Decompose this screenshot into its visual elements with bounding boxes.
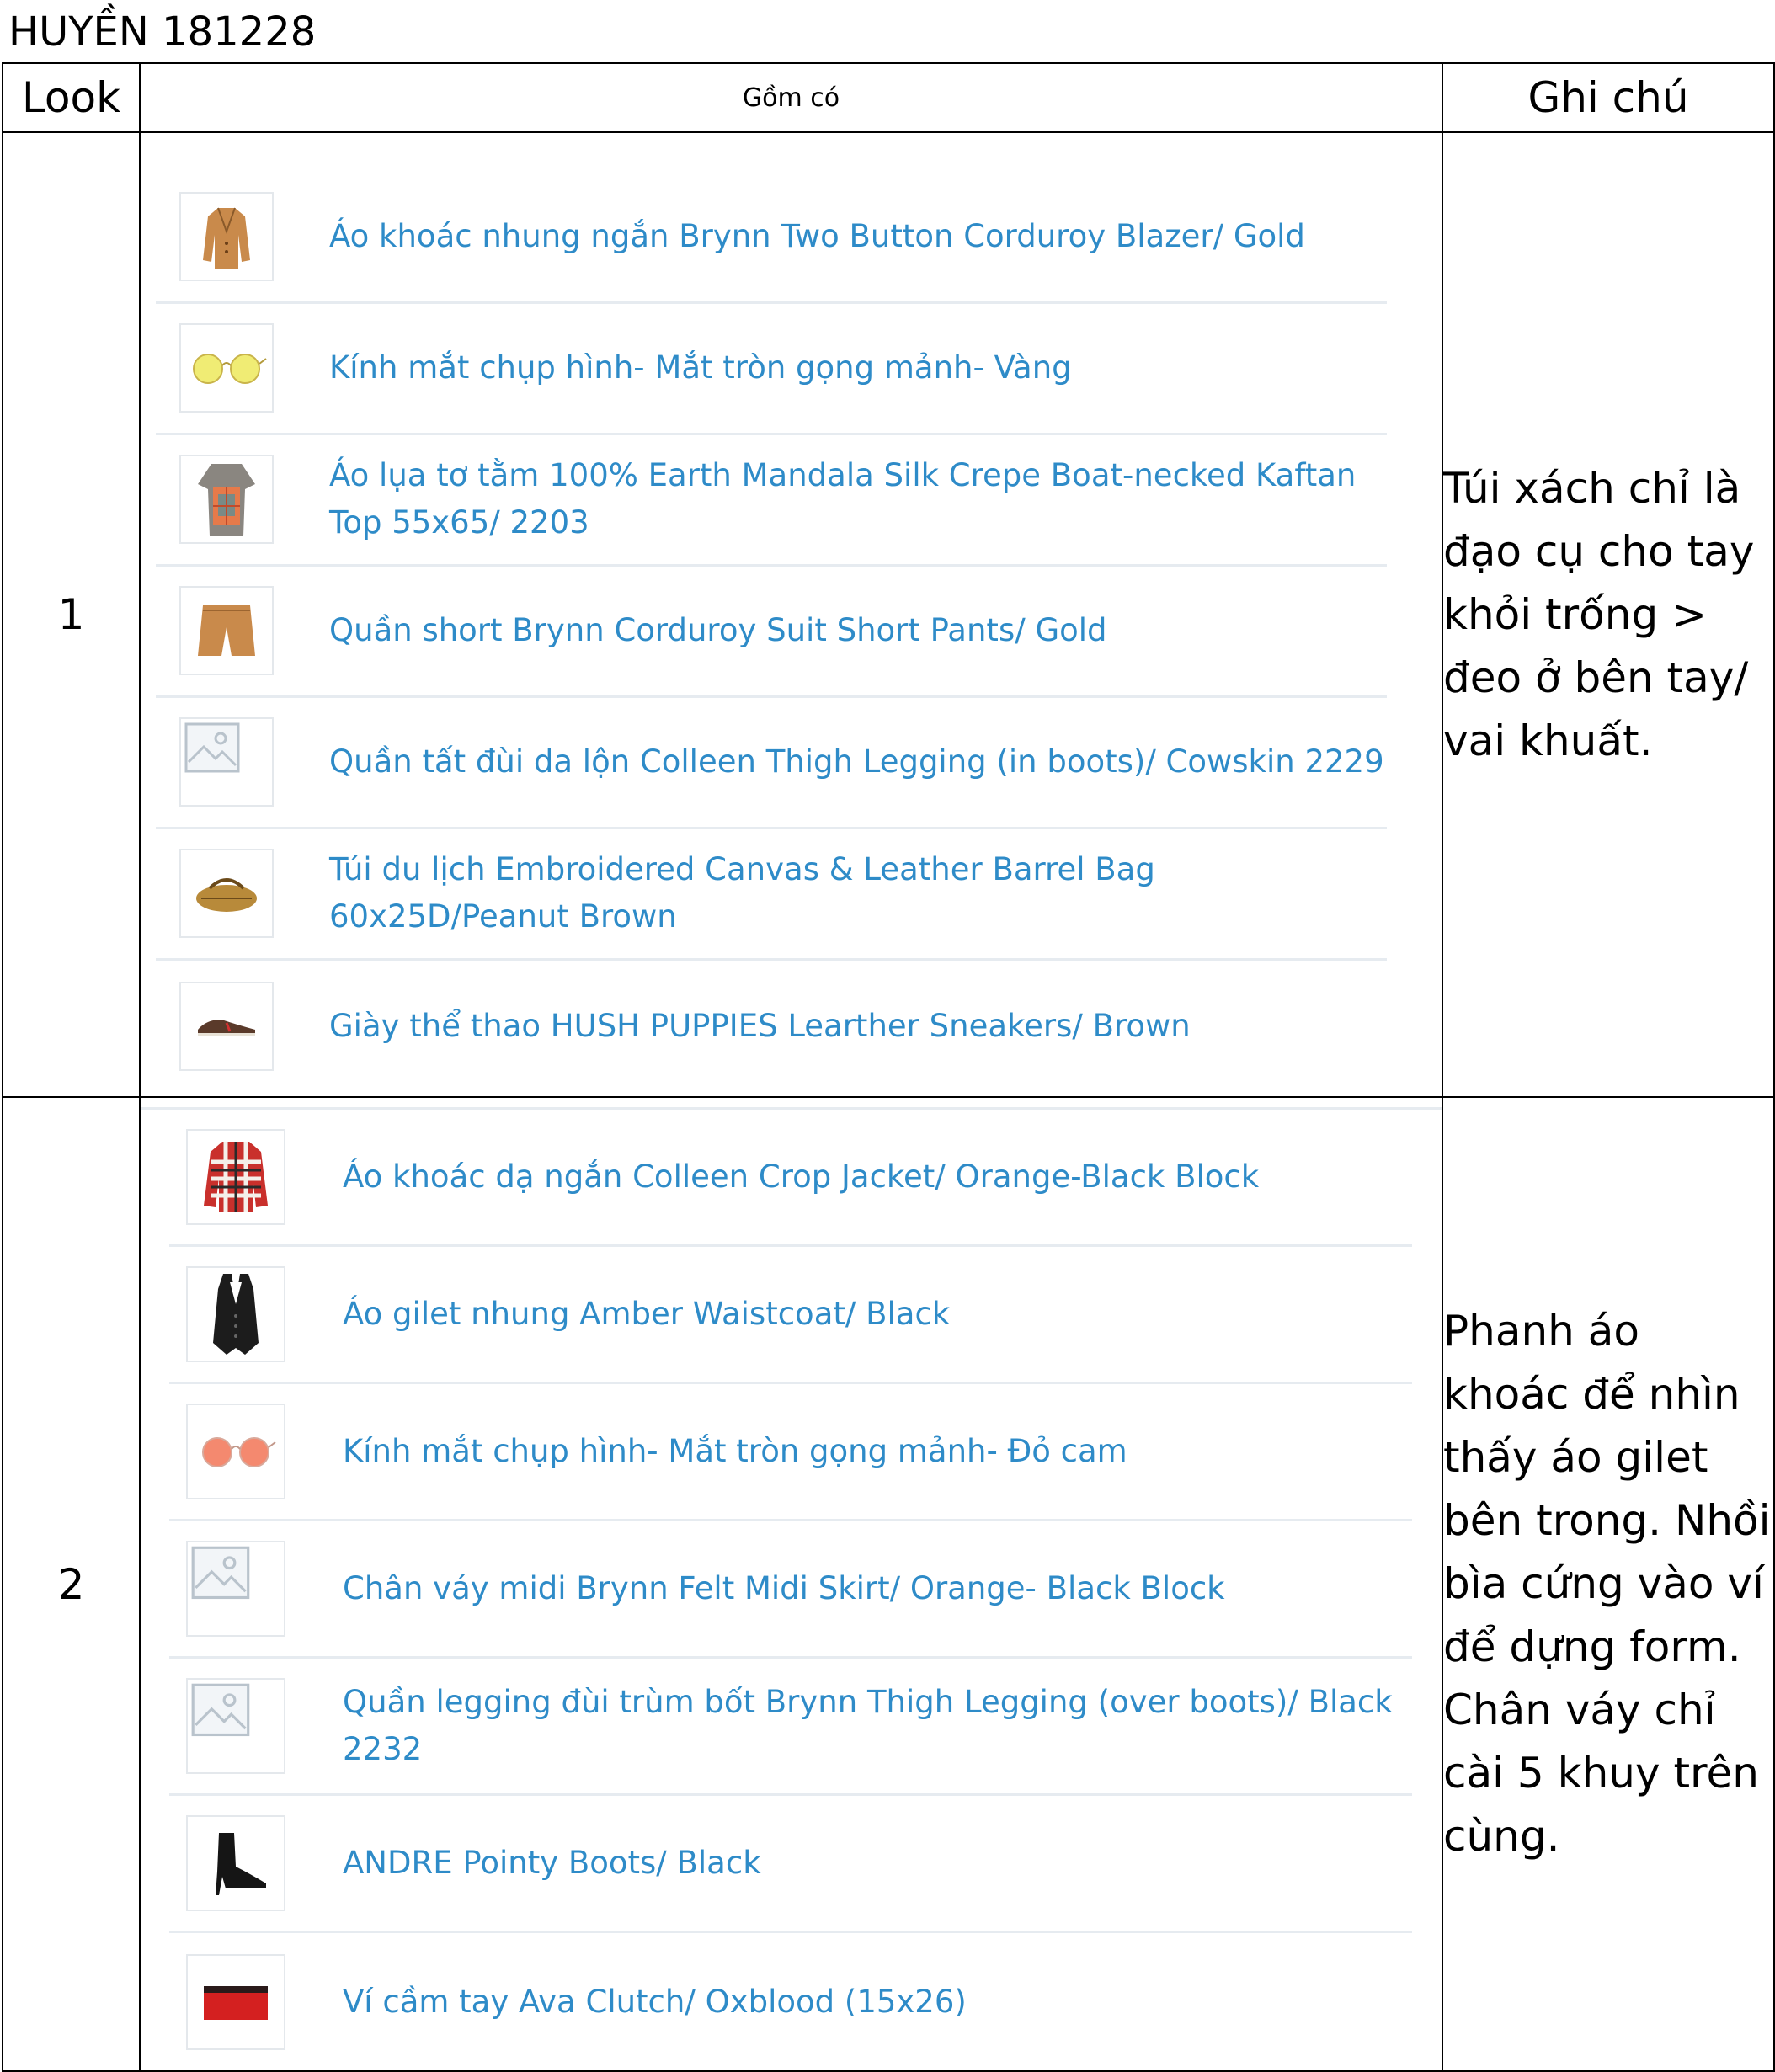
item-link[interactable]: Giày thể thao HUSH PUPPIES Learther Sneakers/ Brown	[329, 1007, 1191, 1044]
image-placeholder-icon	[179, 717, 274, 807]
clutch-icon[interactable]	[186, 1954, 285, 2050]
waistcoat-icon[interactable]	[186, 1266, 285, 1362]
look-items	[140, 132, 1442, 1097]
list-item	[156, 435, 1387, 567]
list-item	[156, 698, 1387, 829]
look-number: 1	[3, 132, 140, 1097]
item-link[interactable]: Áo lụa tơ tằm 100% Earth Mandala Silk Crepe Boat-necked Kaftan Top 55x65/ 2203	[329, 457, 1357, 541]
sneaker-icon[interactable]	[179, 982, 274, 1071]
list-item	[169, 1521, 1412, 1659]
list-item	[169, 1933, 1412, 2070]
sunglasses-icon[interactable]	[179, 323, 274, 413]
item-link[interactable]: Quần short Brynn Corduroy Suit Short Pants/ Gold	[329, 612, 1107, 648]
barrel-bag-icon[interactable]	[179, 849, 274, 938]
list-item	[169, 1384, 1412, 1521]
item-link[interactable]: Áo khoác dạ ngắn Colleen Crop Jacket/ Orange-Black Block	[343, 1159, 1260, 1195]
item-link[interactable]: Áo gilet nhung Amber Waistcoat/ Black	[343, 1296, 951, 1332]
list-item	[156, 567, 1387, 698]
item-link[interactable]: Quần tất đùi da lộn Colleen Thigh Legging (in boots)/ Cowskin 2229	[329, 743, 1384, 780]
header-items: Gồm có	[140, 63, 1442, 132]
list-item	[156, 304, 1387, 435]
look-table	[2, 62, 1775, 2072]
document-title: HUYỀN 181228	[8, 8, 317, 56]
header-notes: Ghi chú	[1442, 63, 1774, 132]
list-item	[169, 1659, 1412, 1796]
header-row	[3, 63, 1774, 132]
sunglasses-icon[interactable]	[186, 1404, 285, 1499]
look-row-1	[3, 132, 1774, 1097]
list-item	[169, 1796, 1412, 1933]
shorts-icon[interactable]	[179, 586, 274, 675]
item-link[interactable]: Áo khoác nhung ngắn Brynn Two Button Corduroy Blazer/ Gold	[329, 218, 1305, 254]
item-link[interactable]: Ví cầm tay Ava Clutch/ Oxblood (15x26)	[343, 1983, 967, 2020]
item-link[interactable]: Kính mắt chụp hình- Mắt tròn gọng mảnh- Đỏ cam	[343, 1433, 1127, 1469]
look-number: 2	[3, 1097, 140, 2071]
list-item	[156, 961, 1387, 1092]
look-note: Phanh áo khoác để nhìn thấy áo gilet bên trong. Nhồi bìa cứng vào ví để dựng form. Chân váy chỉ cài 5 khuy trên cùng.	[1442, 1097, 1774, 2071]
plaid-jacket-icon[interactable]	[186, 1129, 285, 1225]
image-placeholder-icon	[186, 1541, 285, 1637]
kaftan-icon[interactable]	[179, 455, 274, 544]
list-item	[169, 1110, 1412, 1247]
look-row-2	[3, 1097, 1774, 2071]
list-item	[169, 1247, 1412, 1384]
look-note: Túi xách chỉ là đạo cụ cho tay khỏi trống > đeo ở bên tay/ vai khuất.	[1442, 132, 1774, 1097]
header-look: Look	[3, 63, 140, 132]
image-placeholder-icon	[186, 1678, 285, 1774]
boot-icon[interactable]	[186, 1815, 285, 1911]
item-link[interactable]: Túi du lịch Embroidered Canvas & Leather Barrel Bag 60x25D/Peanut Brown	[329, 851, 1155, 935]
list-item	[156, 829, 1387, 961]
list-item	[156, 173, 1387, 304]
look-items	[140, 1097, 1442, 2071]
item-link[interactable]: Chân váy midi Brynn Felt Midi Skirt/ Orange- Black Block	[343, 1570, 1225, 1606]
blazer-icon[interactable]	[179, 192, 274, 281]
item-link[interactable]: Kính mắt chụp hình- Mắt tròn gọng mảnh- Vàng	[329, 349, 1072, 386]
item-link[interactable]: ANDRE Pointy Boots/ Black	[343, 1845, 761, 1881]
item-link[interactable]: Quần legging đùi trùm bốt Brynn Thigh Legging (over boots)/ Black 2232	[343, 1684, 1393, 1767]
